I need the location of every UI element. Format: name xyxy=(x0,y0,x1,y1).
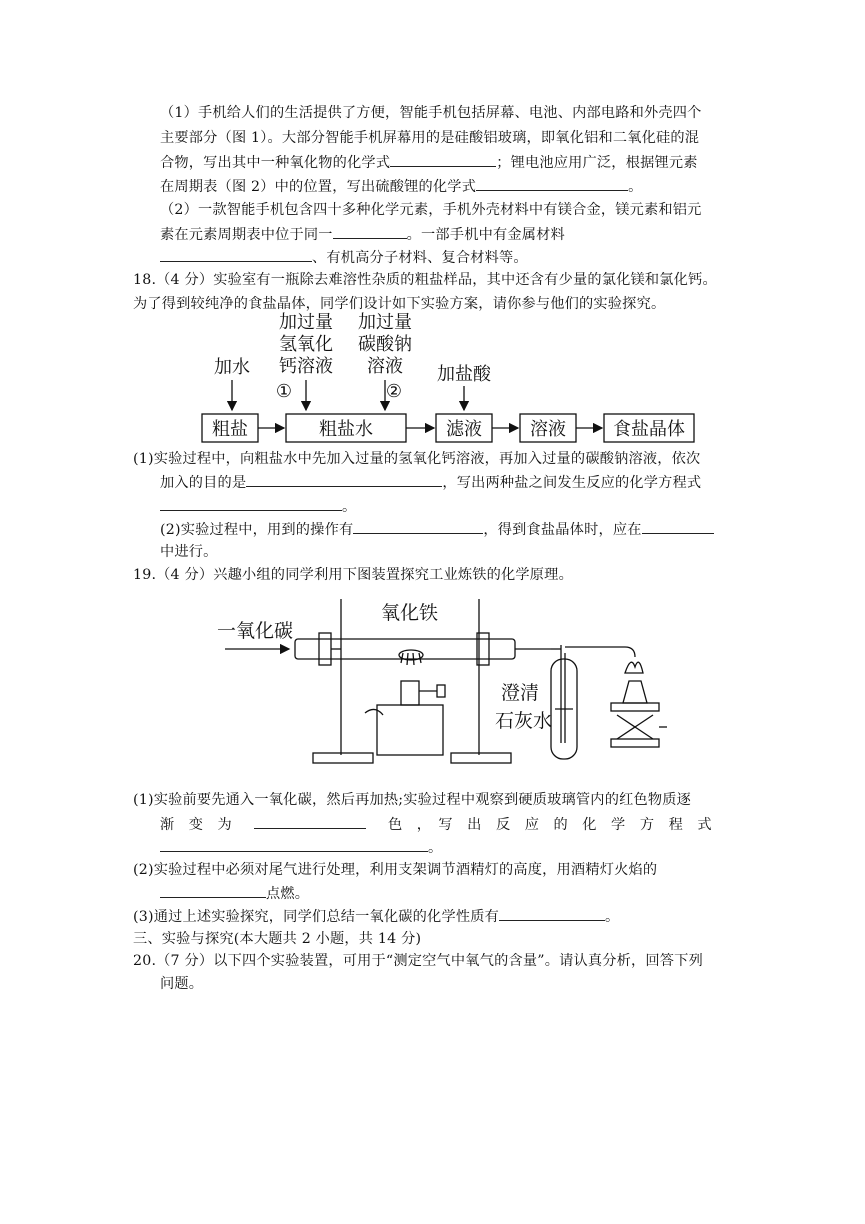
answer-blank[interactable] xyxy=(160,496,342,511)
q17-p1-line3-text-a: 合物，写出其中一种氧化物的化学式 xyxy=(160,155,391,171)
answer-blank[interactable] xyxy=(246,472,442,487)
label-r2-line2: 碳酸钠 xyxy=(358,334,412,355)
q18-s2-line1-text-a: (2)实验过程中，用到的操作有 xyxy=(160,522,354,538)
q17-p1-line4-text-a: 在周期表（图 2）中的位置，写出硫酸锂的化学式 xyxy=(160,179,477,195)
box-salt-crystal: 食盐晶体 xyxy=(613,419,685,440)
q17-p2-line2-text-a: 素在元素周期表中位于同一 xyxy=(160,227,333,243)
q18-line2: 为了得到较纯净的食盐晶体，同学们设计如下实验方案，请你参与他们的实验探究。 xyxy=(133,296,666,312)
q19-apparatus-figure xyxy=(215,593,675,773)
q18-s2-line1-text-b: ，得到食盐晶体时，应在 xyxy=(483,522,642,538)
label-r1-line1: 加过量 xyxy=(279,312,333,333)
label-add-water: 加水 xyxy=(214,357,250,378)
q18-flow-diagram xyxy=(196,308,706,448)
q19-s1-line3 xyxy=(160,837,442,858)
q17-p1-line4 xyxy=(160,176,642,197)
answer-blank[interactable] xyxy=(160,883,266,898)
answer-blank[interactable] xyxy=(254,814,366,829)
q19-s2-line2-text: 点燃。 xyxy=(266,886,310,902)
q19-s1-line3-text: 。 xyxy=(428,840,443,856)
box-salt-water: 粗盐水 xyxy=(319,419,373,440)
q17-p1-line4-text-b: 。 xyxy=(628,179,643,195)
q17-p1-line2: 主要部分（图 1）。大部分智能手机屏幕用的是硅酸铝玻璃，即氧化铝和二氧化硅的混 xyxy=(160,130,700,146)
q18-s1-line3-text: 。 xyxy=(342,499,357,515)
box-filtrate: 滤液 xyxy=(446,419,482,440)
q17-p2-line3-text: 、有机高分子材料、复合材料等。 xyxy=(312,250,528,266)
label-iron-oxide: 氧化铁 xyxy=(381,602,439,624)
q18-s1-line2-text-b: ，写出两种盐之间发生反应的化学方程式 xyxy=(442,475,702,491)
q19-line1: 19.（4 分）兴趣小组的同学利用下图装置探究工业炼铁的化学原理。 xyxy=(133,567,573,583)
q19-s3-line xyxy=(133,906,619,927)
q17-p2-line3 xyxy=(160,247,528,268)
q19-s1-line2-text-b: 色 ， 写 出 反 应 的 化 学 方 程 式 xyxy=(387,817,712,833)
label-r1-line3: 钙溶液 xyxy=(279,356,333,377)
q17-p1-line3-text-b: ；锂电池应用广泛，根据锂元素 xyxy=(496,155,698,171)
q19-s1-line2-text-a: 渐 变 为 xyxy=(160,817,232,833)
q19-s3-text-b: 。 xyxy=(605,909,620,925)
answer-blank[interactable] xyxy=(476,176,628,191)
label-limewater-line2: 石灰水 xyxy=(495,710,553,732)
label-r2-line3: 溶液 xyxy=(367,356,403,377)
answer-blank[interactable] xyxy=(353,519,483,534)
q20-line2: 问题。 xyxy=(160,976,204,992)
q18-s1-line2-text-a: 加入的目的是 xyxy=(160,475,247,491)
q18-s1-line2 xyxy=(160,472,701,493)
q19-s1-line2 xyxy=(160,814,712,835)
q20-line1: 20.（7 分）以下四个实验装置，可用于“测定空气中氧气的含量”。请认真分析，回答下列 xyxy=(133,953,703,969)
q18-line1: 18.（4 分）实验室有一瓶除去难溶性杂质的粗盐样品，其中还含有少量的氯化镁和氯化钙。 xyxy=(133,272,717,288)
q18-s1-line1: (1)实验过程中，向粗盐水中先加入过量的氢氧化钙溶液，再加入过量的碳酸钠溶液，依次 xyxy=(133,451,701,467)
answer-blank[interactable] xyxy=(333,224,407,239)
label-carbon-monoxide: 一氧化碳 xyxy=(217,620,294,642)
box-solution: 溶液 xyxy=(530,419,566,440)
label-r2-line1: 加过量 xyxy=(358,312,412,333)
answer-blank[interactable] xyxy=(390,152,496,167)
q19-s2-line1: (2)实验过程中必须对尾气进行处理，利用支架调节酒精灯的高度，用酒精灯火焰的 xyxy=(133,862,658,878)
label-limewater-line1: 澄清 xyxy=(501,682,540,704)
answer-blank[interactable] xyxy=(160,247,312,262)
q18-s2-line1 xyxy=(160,519,714,540)
q17-p1-line1: （1）手机给人们的生活提供了方便，智能手机包括屏幕、电池、内部电路和外壳四个 xyxy=(160,105,702,121)
q19-s2-line2 xyxy=(160,883,309,904)
q17-p2-line1: （2）一款智能手机包含四十多种化学元素，手机外壳材料中有镁合金，镁元素和铝元 xyxy=(160,202,702,218)
answer-blank[interactable] xyxy=(499,906,605,921)
label-r1-line2: 氢氧化 xyxy=(279,334,333,355)
q17-p2-line2-text-b: 。一部手机中有金属材料 xyxy=(406,227,565,243)
q18-s1-line3 xyxy=(160,496,356,517)
section-3-title: 三、实验与探究(本大题共 2 小题，共 14 分) xyxy=(133,931,422,947)
q17-p2-line2 xyxy=(160,224,565,245)
q19-s1-line1: (1)实验前要先通入一氧化碳，然后再加热;实验过程中观察到硬质玻璃管内的红色物质逐 xyxy=(133,792,692,808)
q19-s3-text-a: (3)通过上述实验探究，同学们总结一氧化碳的化学性质有 xyxy=(133,909,499,925)
q18-s2-line2: 中进行。 xyxy=(160,544,218,560)
label-r2-number: ② xyxy=(385,381,403,402)
label-r1-number: ① xyxy=(275,381,293,402)
label-add-acid: 加盐酸 xyxy=(437,364,491,385)
q17-p1-line3 xyxy=(160,152,698,173)
answer-blank[interactable] xyxy=(642,519,714,534)
answer-blank[interactable] xyxy=(160,837,428,852)
box-crude-salt: 粗盐 xyxy=(212,419,248,440)
